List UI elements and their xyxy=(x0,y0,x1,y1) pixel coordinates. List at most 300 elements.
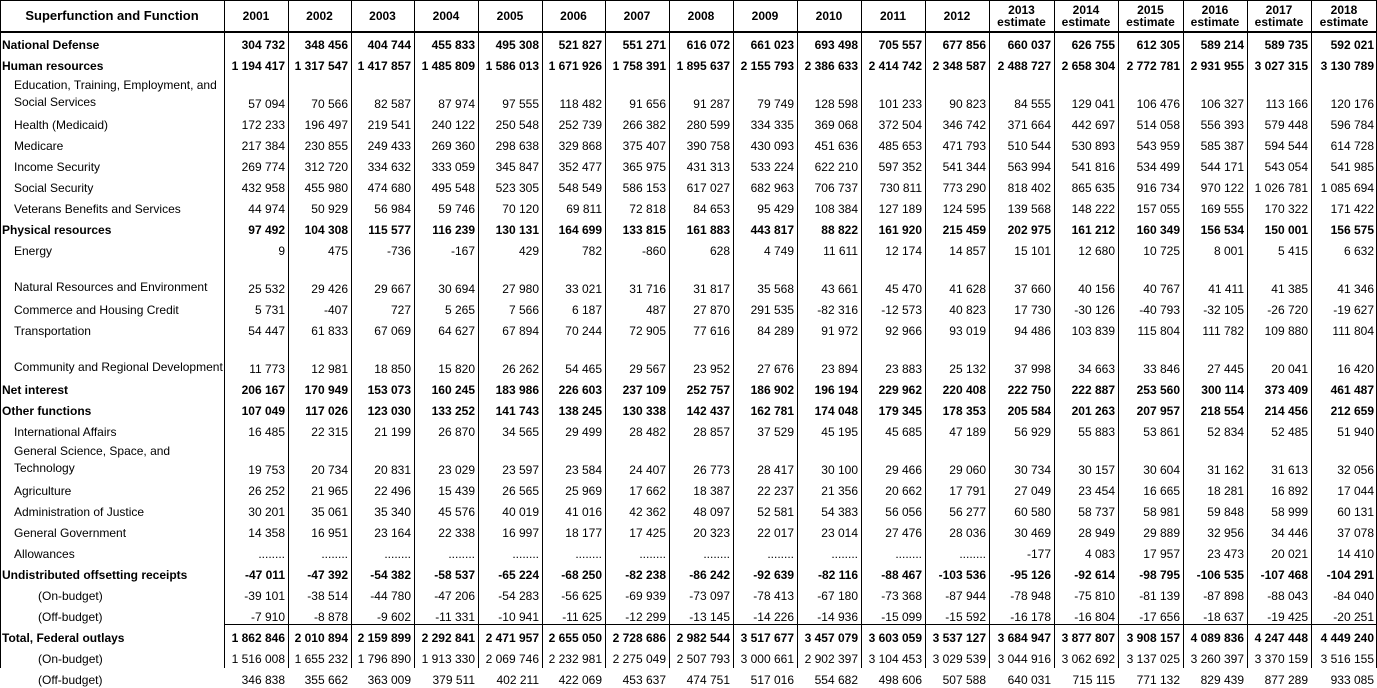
value-cell: 47 189 xyxy=(949,425,986,439)
value-cell: 23 029 xyxy=(438,463,475,477)
value-cell: -95 126 xyxy=(1010,568,1051,582)
value-cell: -14 936 xyxy=(817,610,858,624)
value-cell: 30 694 xyxy=(438,282,475,296)
header-label: Superfunction and Function xyxy=(25,8,199,23)
value-cell: 3 516 155 xyxy=(1320,652,1374,666)
value-cell: 123 030 xyxy=(367,404,411,418)
value-cell: 2 772 781 xyxy=(1126,59,1180,73)
value-cell: 877 289 xyxy=(1264,673,1308,687)
value-cell: 30 469 xyxy=(1014,526,1051,540)
row-label: National Defense xyxy=(2,38,100,52)
value-cell: -87 898 xyxy=(1203,589,1244,603)
value-cell: 25 132 xyxy=(949,362,986,376)
value-cell: 20 041 xyxy=(1271,362,1308,376)
value-cell: 16 892 xyxy=(1271,484,1308,498)
value-cell: 52 834 xyxy=(1207,425,1244,439)
value-cell: 20 734 xyxy=(311,463,348,477)
value-cell: 133 815 xyxy=(622,223,666,237)
value-cell: 37 660 xyxy=(1014,282,1051,296)
value-cell: 29 667 xyxy=(374,282,411,296)
value-cell: 773 290 xyxy=(942,181,986,195)
value-cell: 72 818 xyxy=(629,202,666,216)
value-cell: 346 742 xyxy=(942,118,986,132)
value-cell: 614 728 xyxy=(1330,139,1374,153)
value-cell: 782 xyxy=(581,244,602,258)
value-cell: 517 016 xyxy=(750,673,794,687)
row-label: (Off-budget) xyxy=(38,673,103,687)
column-divider xyxy=(669,0,670,668)
value-cell: 291 535 xyxy=(750,303,794,317)
value-cell: -40 793 xyxy=(1139,303,1180,317)
value-cell: 79 749 xyxy=(757,97,794,111)
value-cell: ........ xyxy=(639,547,666,561)
value-cell: 82 587 xyxy=(374,97,411,111)
value-cell: -106 535 xyxy=(1196,568,1244,582)
value-cell: 14 857 xyxy=(949,244,986,258)
year-header-top: 2003 xyxy=(369,9,396,23)
value-cell: -65 224 xyxy=(498,568,539,582)
value-cell: 727 xyxy=(390,303,411,317)
value-cell: 111 804 xyxy=(1332,324,1374,338)
value-cell: 48 097 xyxy=(693,505,730,519)
value-cell: 70 566 xyxy=(311,97,348,111)
row-label: Allowances xyxy=(14,547,75,561)
column-divider xyxy=(414,0,415,668)
value-cell: 43 661 xyxy=(821,282,858,296)
value-cell: 171 422 xyxy=(1330,202,1374,216)
value-cell: 3 537 127 xyxy=(932,631,986,645)
value-cell: 12 680 xyxy=(1078,244,1115,258)
column-divider xyxy=(861,0,862,668)
value-cell: 55 883 xyxy=(1078,425,1115,439)
value-cell: -103 536 xyxy=(938,568,986,582)
value-cell: -75 810 xyxy=(1074,589,1115,603)
value-cell: 485 653 xyxy=(878,139,922,153)
value-cell: 115 577 xyxy=(368,223,411,237)
value-cell: 429 xyxy=(518,244,539,258)
year-header xyxy=(797,1,861,31)
value-cell: 58 981 xyxy=(1143,505,1180,519)
value-cell: 118 482 xyxy=(559,97,602,111)
value-cell: 17 791 xyxy=(949,484,986,498)
value-cell: 60 131 xyxy=(1337,505,1374,519)
value-cell: 179 345 xyxy=(878,404,922,418)
value-cell: 495 548 xyxy=(431,181,475,195)
value-cell: 375 407 xyxy=(622,139,666,153)
value-cell: -69 939 xyxy=(625,589,666,603)
value-cell: 2 728 686 xyxy=(612,631,666,645)
value-cell: 64 627 xyxy=(438,324,475,338)
value-cell: 41 016 xyxy=(565,505,602,519)
value-cell: 252 757 xyxy=(686,383,730,397)
value-cell: 3 908 157 xyxy=(1126,631,1180,645)
year-header-top: 2016 xyxy=(1201,3,1229,17)
value-cell: 1 862 846 xyxy=(231,631,285,645)
value-cell: -73 368 xyxy=(881,589,922,603)
year-header-bottom: estimate xyxy=(1190,15,1240,29)
value-cell: 2 386 633 xyxy=(804,59,858,73)
value-cell: 461 487 xyxy=(1330,383,1374,397)
value-cell: 106 476 xyxy=(1136,97,1180,111)
value-cell: 563 994 xyxy=(1007,160,1051,174)
value-cell: 16 420 xyxy=(1337,362,1374,376)
value-cell: 229 962 xyxy=(878,383,922,397)
value-cell: 1 671 926 xyxy=(548,59,602,73)
column-divider xyxy=(989,0,990,668)
value-cell: 3 000 661 xyxy=(740,652,794,666)
value-cell: 25 969 xyxy=(565,484,602,498)
value-cell: 379 511 xyxy=(432,673,475,687)
value-cell: 59 848 xyxy=(1207,505,1244,519)
value-cell: 58 999 xyxy=(1271,505,1308,519)
value-cell: 29 426 xyxy=(311,282,348,296)
value-cell: 30 734 xyxy=(1014,463,1051,477)
value-cell: 84 289 xyxy=(757,324,794,338)
value-cell: 26 252 xyxy=(248,484,285,498)
value-cell: 170 322 xyxy=(1264,202,1308,216)
year-header xyxy=(288,1,351,31)
value-cell: 430 093 xyxy=(750,139,794,153)
value-cell: 87 974 xyxy=(438,97,475,111)
value-cell: 45 195 xyxy=(821,425,858,439)
value-cell: 4 083 xyxy=(1084,547,1115,561)
value-cell: 28 417 xyxy=(757,463,794,477)
value-cell: 161 212 xyxy=(1071,223,1115,237)
value-cell: 3 517 677 xyxy=(740,631,794,645)
value-cell: 514 058 xyxy=(1136,118,1180,132)
column-divider xyxy=(1311,0,1312,668)
value-cell: 771 132 xyxy=(1136,673,1180,687)
value-cell: 35 340 xyxy=(374,505,411,519)
year-header-bottom: estimate xyxy=(1061,15,1111,29)
value-cell: -407 xyxy=(323,303,348,317)
value-cell: 59 746 xyxy=(438,202,475,216)
year-header xyxy=(224,1,288,31)
value-cell: -54 382 xyxy=(370,568,411,582)
value-cell: ........ xyxy=(959,547,986,561)
value-cell: 44 974 xyxy=(248,202,285,216)
value-cell: 31 716 xyxy=(629,282,666,296)
value-cell: -8 878 xyxy=(313,610,348,624)
row-label: General Science, Space, and Technology xyxy=(14,444,171,475)
value-cell: 269 774 xyxy=(241,160,285,174)
value-cell: 474 751 xyxy=(686,673,730,687)
value-cell: 217 384 xyxy=(241,139,285,153)
value-cell: 530 893 xyxy=(1071,139,1115,153)
value-cell: 29 499 xyxy=(565,425,602,439)
value-cell: 554 682 xyxy=(814,673,858,687)
row-label: Natural Resources and Environment xyxy=(14,280,208,294)
value-cell: 206 167 xyxy=(241,383,285,397)
value-cell: 4 089 836 xyxy=(1190,631,1244,645)
value-cell: 2 010 894 xyxy=(294,631,348,645)
value-cell: -86 242 xyxy=(689,568,730,582)
value-cell: -736 xyxy=(386,244,411,258)
value-cell: 31 162 xyxy=(1207,463,1244,477)
value-cell: 617 027 xyxy=(686,181,730,195)
value-cell: 1 485 809 xyxy=(421,59,475,73)
column-divider xyxy=(542,0,543,668)
value-cell: 677 856 xyxy=(942,38,986,52)
value-cell: -92 614 xyxy=(1074,568,1115,582)
value-cell: 706 737 xyxy=(814,181,858,195)
value-cell: 52 581 xyxy=(757,505,794,519)
value-cell: 35 568 xyxy=(757,282,794,296)
value-cell: 3 457 079 xyxy=(804,631,858,645)
value-cell: 21 199 xyxy=(374,425,411,439)
value-cell: 544 171 xyxy=(1200,160,1244,174)
value-cell: 222 750 xyxy=(1007,383,1051,397)
value-cell: 34 565 xyxy=(502,425,539,439)
column-divider xyxy=(1118,0,1119,668)
value-cell: -15 099 xyxy=(881,610,922,624)
column-divider xyxy=(733,0,734,668)
value-cell: 22 496 xyxy=(374,484,411,498)
row-label: Administration of Justice xyxy=(14,505,145,519)
value-cell: 226 603 xyxy=(558,383,602,397)
value-cell: 92 966 xyxy=(885,324,922,338)
value-cell: 120 176 xyxy=(1330,97,1374,111)
value-cell: 373 409 xyxy=(1264,383,1308,397)
value-cell: 201 263 xyxy=(1071,404,1115,418)
row-label: Social Security xyxy=(14,181,94,195)
value-cell: 20 323 xyxy=(693,526,730,540)
year-header-top: 2013 xyxy=(1008,3,1035,17)
value-cell: 67 069 xyxy=(374,324,411,338)
value-cell: 455 980 xyxy=(304,181,348,195)
value-cell: 41 346 xyxy=(1337,282,1374,296)
value-cell: 67 894 xyxy=(502,324,539,338)
value-cell: -860 xyxy=(641,244,666,258)
row-label: (On-budget) xyxy=(38,589,103,603)
year-header xyxy=(925,1,989,31)
year-header xyxy=(669,1,733,31)
value-cell: 220 408 xyxy=(942,383,986,397)
value-cell: 510 544 xyxy=(1007,139,1051,153)
value-cell: 596 784 xyxy=(1330,118,1374,132)
year-header xyxy=(733,1,797,31)
value-cell: 369 068 xyxy=(814,118,858,132)
value-cell: 543 959 xyxy=(1136,139,1180,153)
value-cell: 252 739 xyxy=(558,118,602,132)
value-cell: 23 473 xyxy=(1207,547,1244,561)
value-cell: 16 665 xyxy=(1143,484,1180,498)
value-cell: 32 956 xyxy=(1207,526,1244,540)
value-cell: 26 262 xyxy=(502,362,539,376)
value-cell: 11 773 xyxy=(249,362,285,376)
value-cell: 40 767 xyxy=(1143,282,1180,296)
value-cell: 141 743 xyxy=(495,404,539,418)
value-cell: 612 305 xyxy=(1136,38,1180,52)
value-cell: 104 308 xyxy=(304,223,348,237)
value-cell: 7 566 xyxy=(508,303,539,317)
year-header xyxy=(414,1,478,31)
year-header-top: 2002 xyxy=(306,9,333,23)
value-cell: 148 222 xyxy=(1071,202,1115,216)
value-cell: ........ xyxy=(895,547,922,561)
value-cell: 54 465 xyxy=(565,362,602,376)
value-cell: 1 194 417 xyxy=(231,59,285,73)
value-cell: 240 122 xyxy=(431,118,475,132)
value-cell: 130 131 xyxy=(495,223,539,237)
value-cell: 29 889 xyxy=(1143,526,1180,540)
value-cell: 2 155 793 xyxy=(740,59,794,73)
row-label: Health (Medicaid) xyxy=(14,118,109,132)
value-cell: 300 114 xyxy=(1201,383,1244,397)
year-header xyxy=(542,1,605,31)
value-cell: 161 920 xyxy=(878,223,922,237)
value-cell: 93 019 xyxy=(949,324,986,338)
value-cell: 26 565 xyxy=(502,484,539,498)
row-label: (Off-budget) xyxy=(38,610,103,624)
value-cell: 142 437 xyxy=(686,404,730,418)
value-cell: 128 598 xyxy=(814,97,858,111)
row-label: Undistributed offsetting receipts xyxy=(2,568,188,582)
value-cell: 164 699 xyxy=(558,223,602,237)
value-cell: 23 164 xyxy=(374,526,411,540)
row-label: Other functions xyxy=(2,404,92,418)
value-cell: 30 604 xyxy=(1143,463,1180,477)
value-cell: 1 913 330 xyxy=(421,652,475,666)
value-cell: 91 656 xyxy=(629,97,666,111)
value-cell: 237 109 xyxy=(622,383,666,397)
value-cell: 160 245 xyxy=(431,383,475,397)
value-cell: 37 078 xyxy=(1337,526,1374,540)
value-cell: 54 447 xyxy=(248,324,285,338)
value-cell: 556 393 xyxy=(1200,118,1244,132)
value-cell: 2 655 050 xyxy=(548,631,602,645)
value-cell: -11 625 xyxy=(562,610,602,624)
value-cell: 139 568 xyxy=(1007,202,1051,216)
value-cell: 3 104 453 xyxy=(868,652,922,666)
value-cell: 196 194 xyxy=(814,383,858,397)
year-header-top: 2007 xyxy=(623,9,651,23)
value-cell: 2 414 742 xyxy=(868,59,922,73)
column-divider xyxy=(797,0,798,668)
value-cell: 16 997 xyxy=(502,526,539,540)
value-cell: 1 586 013 xyxy=(485,59,539,73)
value-cell: 594 544 xyxy=(1264,139,1308,153)
value-cell: -167 xyxy=(450,244,475,258)
year-header-top: 2017 xyxy=(1265,3,1293,17)
value-cell: -9 602 xyxy=(376,610,411,624)
value-cell: 3 027 315 xyxy=(1254,59,1308,73)
value-cell: 23 883 xyxy=(885,362,922,376)
value-cell: 116 239 xyxy=(432,223,475,237)
value-cell: 487 xyxy=(645,303,666,317)
value-cell: 3 877 807 xyxy=(1061,631,1115,645)
value-cell: 541 816 xyxy=(1071,160,1115,174)
value-cell: 585 387 xyxy=(1200,139,1244,153)
value-cell: -39 101 xyxy=(244,589,285,603)
value-cell: 70 120 xyxy=(502,202,539,216)
value-cell: 622 210 xyxy=(814,160,858,174)
value-cell: 91 972 xyxy=(821,324,858,338)
value-cell: 27 980 xyxy=(502,282,539,296)
value-cell: 22 315 xyxy=(311,425,348,439)
year-header xyxy=(1247,1,1311,31)
value-cell: 91 287 xyxy=(693,97,730,111)
value-cell: 2 232 981 xyxy=(548,652,602,666)
value-cell: 111 782 xyxy=(1202,324,1244,338)
value-cell: 23 014 xyxy=(821,526,858,540)
value-cell: 371 664 xyxy=(1007,118,1051,132)
value-cell: 334 335 xyxy=(750,118,794,132)
value-cell: 970 122 xyxy=(1200,181,1244,195)
value-cell: 103 839 xyxy=(1071,324,1115,338)
year-header xyxy=(605,1,669,31)
value-cell: 4 449 240 xyxy=(1320,631,1374,645)
value-cell: 432 958 xyxy=(241,181,285,195)
value-cell: 16 485 xyxy=(248,425,285,439)
value-cell: 174 048 xyxy=(814,404,858,418)
value-cell: 25 532 xyxy=(248,282,285,296)
value-cell: -67 180 xyxy=(817,589,858,603)
value-cell: 37 998 xyxy=(1014,362,1051,376)
value-cell: 521 827 xyxy=(558,38,602,52)
value-cell: 215 459 xyxy=(942,223,986,237)
row-label: Energy xyxy=(14,244,53,258)
value-cell: 5 731 xyxy=(254,303,285,317)
value-cell: 1 796 890 xyxy=(357,652,411,666)
row-label: Human resources xyxy=(2,59,104,73)
row-label: Agriculture xyxy=(14,484,72,498)
value-cell: 35 061 xyxy=(311,505,348,519)
value-cell: 597 352 xyxy=(878,160,922,174)
year-header xyxy=(1054,1,1118,31)
row-label: Income Security xyxy=(14,160,101,174)
value-cell: 372 504 xyxy=(878,118,922,132)
value-cell: 42 362 xyxy=(629,505,666,519)
value-cell: 249 433 xyxy=(367,139,411,153)
value-cell: 178 353 xyxy=(942,404,986,418)
value-cell: 23 952 xyxy=(693,362,730,376)
value-cell: 3 044 916 xyxy=(997,652,1051,666)
value-cell: 865 635 xyxy=(1071,181,1115,195)
value-cell: 616 072 xyxy=(686,38,730,52)
column-divider xyxy=(351,0,352,668)
value-cell: 6 632 xyxy=(1343,244,1374,258)
value-cell: -88 043 xyxy=(1267,589,1308,603)
value-cell: 334 632 xyxy=(367,160,411,174)
value-cell: 253 560 xyxy=(1136,383,1180,397)
year-header-top: 2014 xyxy=(1072,3,1100,17)
value-cell: 541 344 xyxy=(942,160,986,174)
value-cell: 471 793 xyxy=(942,139,986,153)
value-cell: 661 023 xyxy=(750,38,794,52)
value-cell: 106 327 xyxy=(1200,97,1244,111)
value-cell: 363 009 xyxy=(367,673,411,687)
column-divider xyxy=(605,0,606,668)
value-cell: 15 101 xyxy=(1014,244,1051,258)
value-cell: -38 514 xyxy=(307,589,348,603)
value-cell: -12 299 xyxy=(625,610,666,624)
value-cell: 402 211 xyxy=(496,673,539,687)
value-cell: 28 482 xyxy=(629,425,666,439)
value-cell: 150 001 xyxy=(1264,223,1308,237)
value-cell: 586 153 xyxy=(622,181,666,195)
value-cell: 30 157 xyxy=(1078,463,1115,477)
value-cell: 27 476 xyxy=(885,526,922,540)
value-cell: 17 957 xyxy=(1143,547,1180,561)
value-cell: 17 044 xyxy=(1337,484,1374,498)
value-cell: 1 655 232 xyxy=(294,652,348,666)
value-cell: 41 385 xyxy=(1271,282,1308,296)
value-cell: 23 597 xyxy=(502,463,539,477)
value-cell: -19 627 xyxy=(1333,303,1374,317)
value-cell: 130 338 xyxy=(622,404,666,418)
row-label: Veterans Benefits and Services xyxy=(14,202,181,216)
